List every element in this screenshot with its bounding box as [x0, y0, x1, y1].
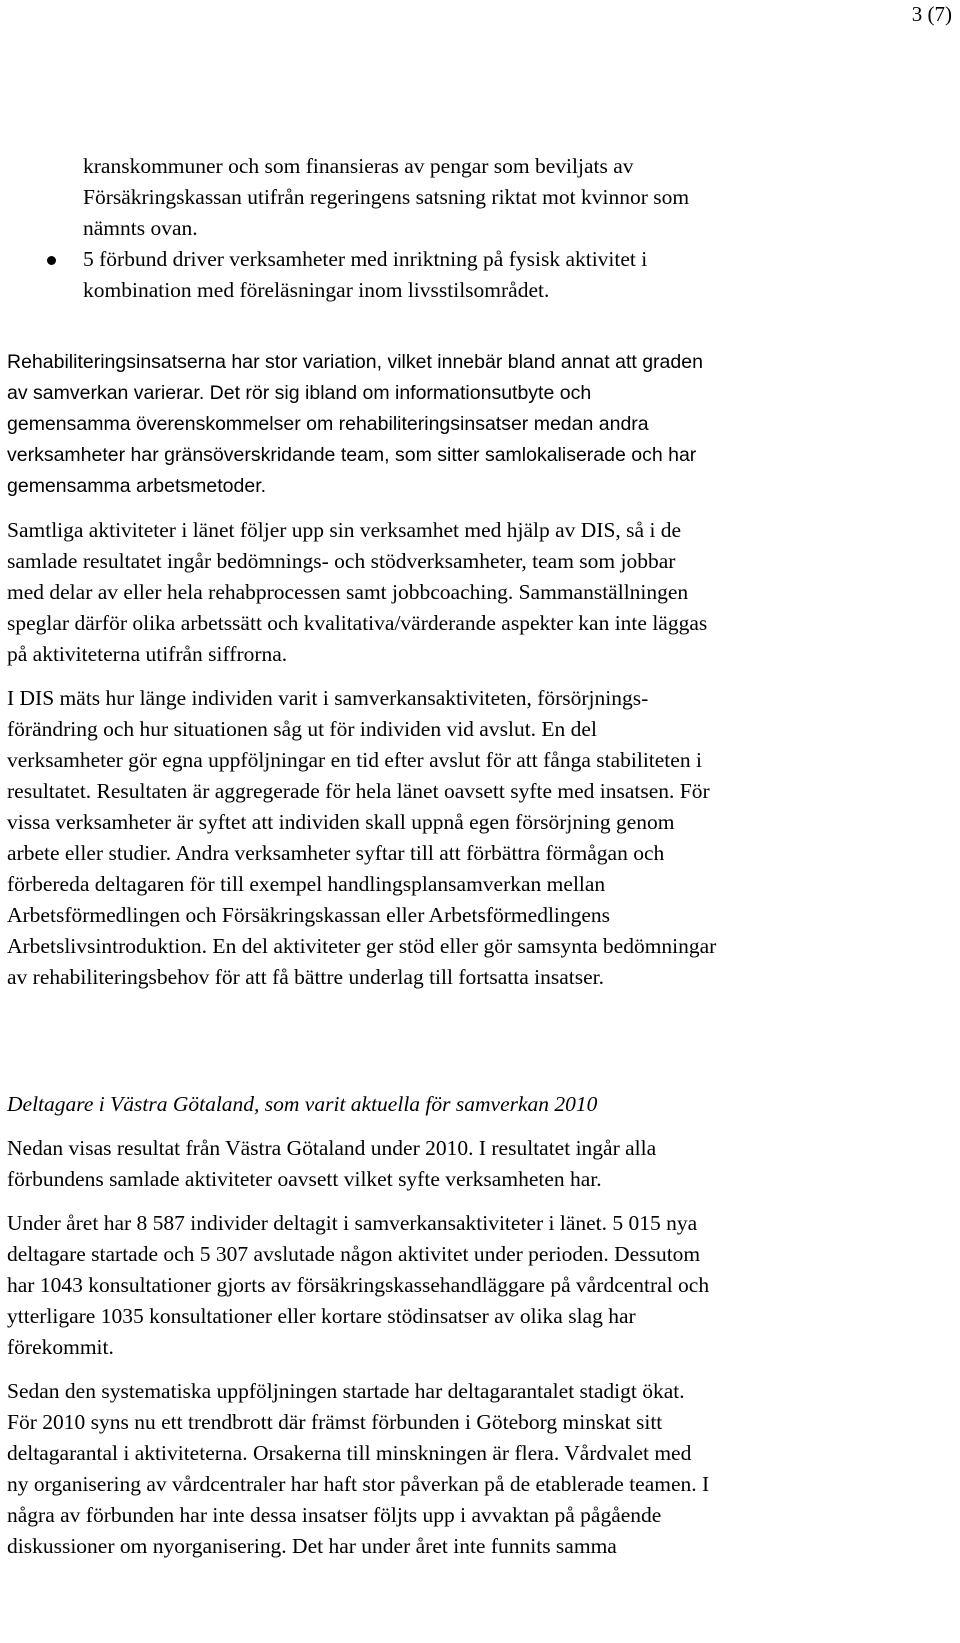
text-line: några av förbunden har inte dessa insatser följts upp i avvaktan på pågående [7, 1503, 662, 1527]
text-line: speglar därför olika arbetssätt och kvalitativa/värderande aspekter kan inte läggas [7, 611, 708, 635]
text-line: på aktiviteterna utifrån siffrorna. [7, 642, 288, 666]
text-line: förbundens samlade aktiviteter oavsett vilket syfte verksamheten har. [7, 1167, 602, 1191]
paragraph [7, 515, 932, 670]
bullet-list-item [7, 244, 932, 306]
text-line: Arbetslivsintroduktion. En del aktiviteter ger stöd eller gör samsynta bedömningar [7, 934, 717, 958]
text-line: kranskommuner och som finansieras av pengar som beviljats av [83, 154, 634, 178]
text-line: av samverkan varierar. Det rör sig ibland om informationsutbyte och [7, 382, 592, 404]
text-line: I DIS mäts hur länge individen varit i samverkansaktiviteten, försörjnings- [7, 686, 649, 710]
list-item-continuation [7, 151, 932, 244]
text-line: förändring och hur situationen såg ut för individen vid avslut. En del [7, 717, 597, 741]
section-heading: Deltagare i Västra Götaland, som varit aktuella för samverkan 2010 [7, 1092, 598, 1116]
text-line: Nedan visas resultat från Västra Götaland under 2010. I resultatet ingår alla [7, 1136, 657, 1160]
text-line: resultatet. Resultaten är aggregerade för hela länet oavsett syfte med insatsen. För [7, 779, 710, 803]
text-line: För 2010 syns nu ett trendbrott där främst förbunden i Göteborg minskat sitt [7, 1410, 663, 1434]
text-line: Arbetsförmedlingen och Försäkringskassan eller Arbetsförmedlingens [7, 903, 611, 927]
document-body [7, 151, 932, 1562]
text-line: ytterligare 1035 konsultationer eller kortare stödinsatser av olika slag har [7, 1304, 636, 1328]
text-line: Samtliga aktiviteter i länet följer upp sin verksamhet med hjälp av DIS, så i de [7, 518, 682, 542]
text-line: förekommit. [7, 1335, 114, 1359]
text-line: vissa verksamheter är syftet att individen skall uppnå egen försörjning genom [7, 810, 675, 834]
text-line: Under året har 8 587 individer deltagit i samverkansaktiviteter i länet. 5 015 nya [7, 1211, 698, 1235]
text-line: deltagare startade och 5 307 avslutade någon aktivitet under perioden. Dessutom [7, 1242, 701, 1266]
text-line: gemensamma överenskommelser om rehabiliteringsinsatser medan andra [7, 413, 649, 435]
text-line: med delar av eller hela rehabprocessen samt jobbcoaching. Sammanställningen [7, 580, 689, 604]
text-line: Rehabiliteringsinsatserna har stor variation, vilket innebär bland annat att graden [7, 351, 703, 373]
page-number: 3 (7) [911, 2, 952, 26]
text-line: arbete eller studier. Andra verksamheter syftar till att förbättra förmågan och [7, 841, 665, 865]
text-line: har 1043 konsultationer gjorts av försäkringskassehandläggare på vårdcentral och [7, 1273, 710, 1297]
text-line: samlade resultatet ingår bedömnings- och stödverksamheter, team som jobbar [7, 549, 676, 573]
text-line: kombination med föreläsningar inom livsstilsområdet. [83, 278, 550, 302]
text-line: diskussioner om nyorganisering. Det har under året inte funnits samma [7, 1534, 617, 1558]
text-line: gemensamma arbetsmetoder. [7, 475, 267, 497]
text-line: 5 förbund driver verksamheter med inriktning på fysisk aktivitet i [83, 247, 648, 271]
paragraph [7, 347, 932, 502]
bullet-icon [47, 256, 56, 265]
text-line: ny organisering av vårdcentraler har haft stor påverkan på de etablerade teamen. I [7, 1472, 710, 1496]
text-line: förbereda deltagaren för till exempel handlingsplansamverkan mellan [7, 872, 606, 896]
text-line: Försäkringskassan utifrån regeringens satsning riktat mot kvinnor som [83, 185, 690, 209]
text-line: nämnts ovan. [83, 216, 198, 240]
paragraph [7, 683, 932, 993]
text-line: av rehabiliteringsbehov för att få bättre underlag till fortsatta insatser. [7, 965, 605, 989]
text-line: verksamheter har gränsöverskridande team, som sitter samlokaliserade och har [7, 444, 697, 466]
text-line: verksamheter gör egna uppföljningar en tid efter avslut för att fånga stabiliteten i [7, 748, 702, 772]
text-line: Sedan den systematiska uppföljningen startade har deltagarantalet stadigt ökat. [7, 1379, 685, 1403]
text-line: deltagarantal i aktiviteterna. Orsakerna till minskningen är flera. Vårdvalet med [7, 1441, 692, 1465]
paragraph [7, 1133, 932, 1195]
paragraph [7, 1376, 932, 1562]
paragraph [7, 1208, 932, 1363]
